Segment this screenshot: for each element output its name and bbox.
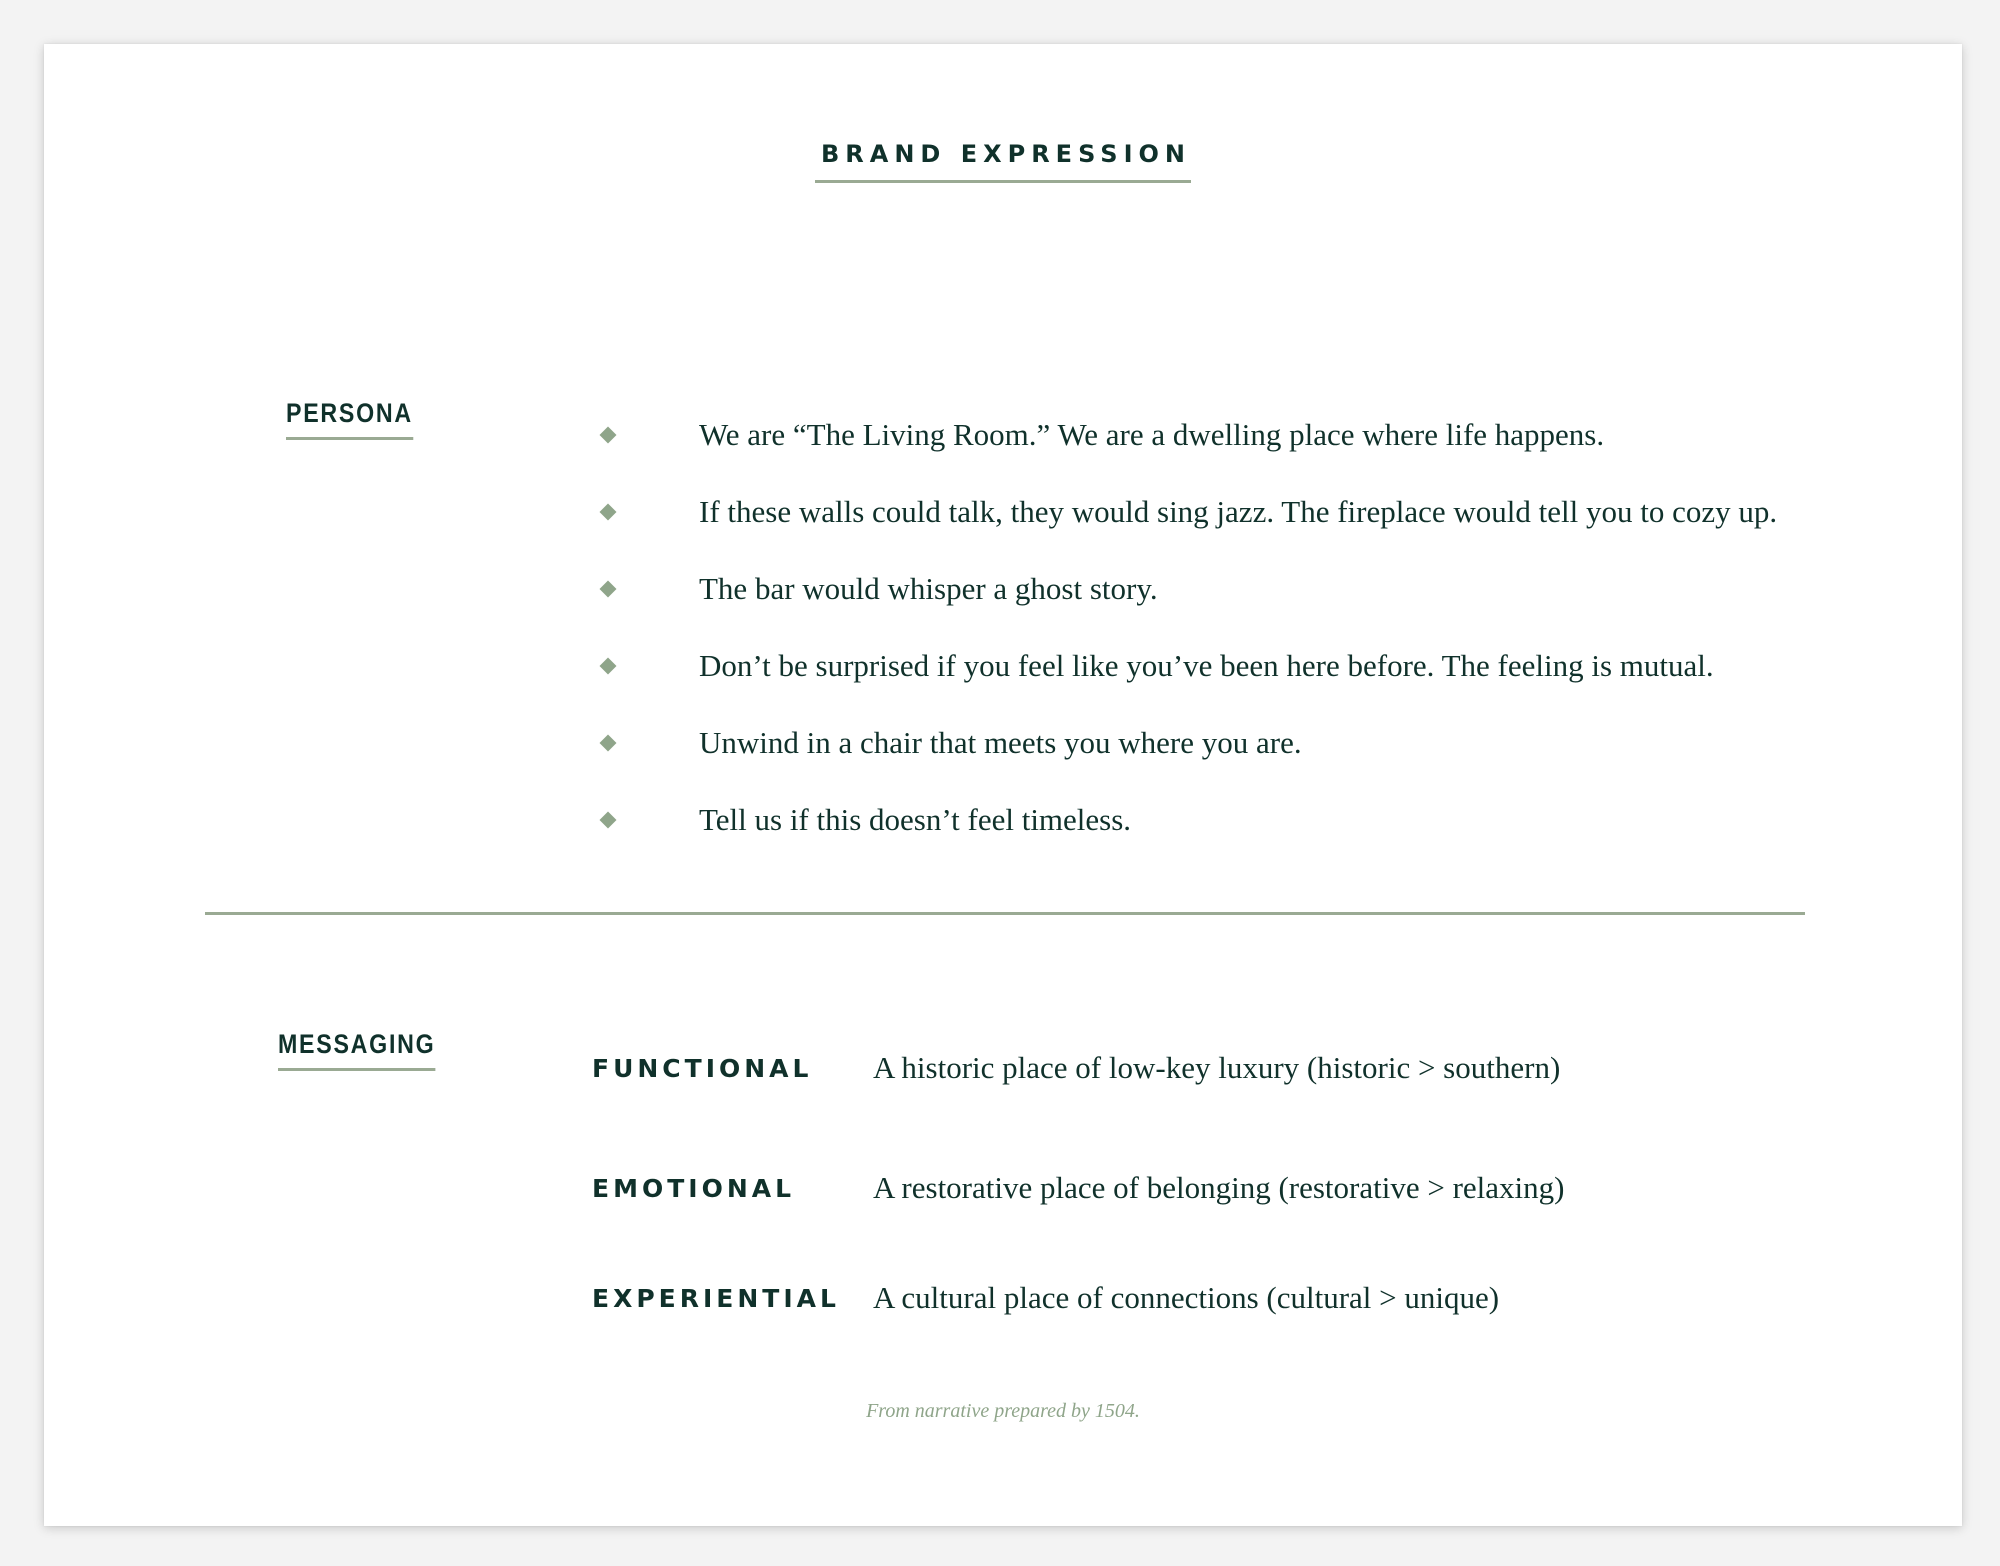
persona-item-text: We are “The Living Room.” We are a dwelling place where life happens. xyxy=(699,417,1605,452)
footnote: From narrative prepared by 1504. xyxy=(866,1400,1140,1422)
persona-item xyxy=(592,572,1777,649)
persona-list xyxy=(592,418,1777,880)
diamond-bullet-icon xyxy=(600,504,617,521)
document-page xyxy=(44,44,1962,1526)
messaging-value: A historic place of low-key luxury (historic > southern) xyxy=(873,1050,1561,1085)
persona-item xyxy=(592,726,1777,803)
messaging-value: A restorative place of belonging (restorative > relaxing) xyxy=(873,1170,1565,1205)
messaging-label: MESSAGING xyxy=(278,1029,435,1071)
messaging-key: EXPERIENTIAL xyxy=(592,1284,840,1313)
persona-item-text: If these walls could talk, they would sing jazz. The fireplace would tell you to cozy up. xyxy=(699,494,1778,529)
messaging-key: EMOTIONAL xyxy=(592,1174,796,1203)
persona-item-text: Tell us if this doesn’t feel timeless. xyxy=(699,802,1132,837)
persona-item xyxy=(592,418,1777,495)
messaging-key: FUNCTIONAL xyxy=(592,1054,813,1083)
diamond-bullet-icon xyxy=(600,658,617,675)
persona-item xyxy=(592,649,1777,726)
persona-label: PERSONA xyxy=(286,398,413,440)
diamond-bullet-icon xyxy=(600,581,617,598)
messaging-value: A cultural place of connections (cultural > unique) xyxy=(873,1280,1500,1315)
diamond-bullet-icon xyxy=(600,427,617,444)
persona-item-text: Don’t be surprised if you feel like you’ve been here before. The feeling is mutual. xyxy=(699,648,1714,683)
persona-item-text: Unwind in a chair that meets you where you are. xyxy=(699,725,1302,760)
persona-item xyxy=(592,803,1777,880)
persona-item xyxy=(592,495,1777,572)
diamond-bullet-icon xyxy=(600,735,617,752)
persona-item-text: The bar would whisper a ghost story. xyxy=(699,571,1158,606)
page-title: BRAND EXPRESSION xyxy=(815,140,1191,183)
page-title-wrapper xyxy=(44,140,1962,183)
diamond-bullet-icon xyxy=(600,812,617,829)
section-divider xyxy=(205,912,1805,915)
